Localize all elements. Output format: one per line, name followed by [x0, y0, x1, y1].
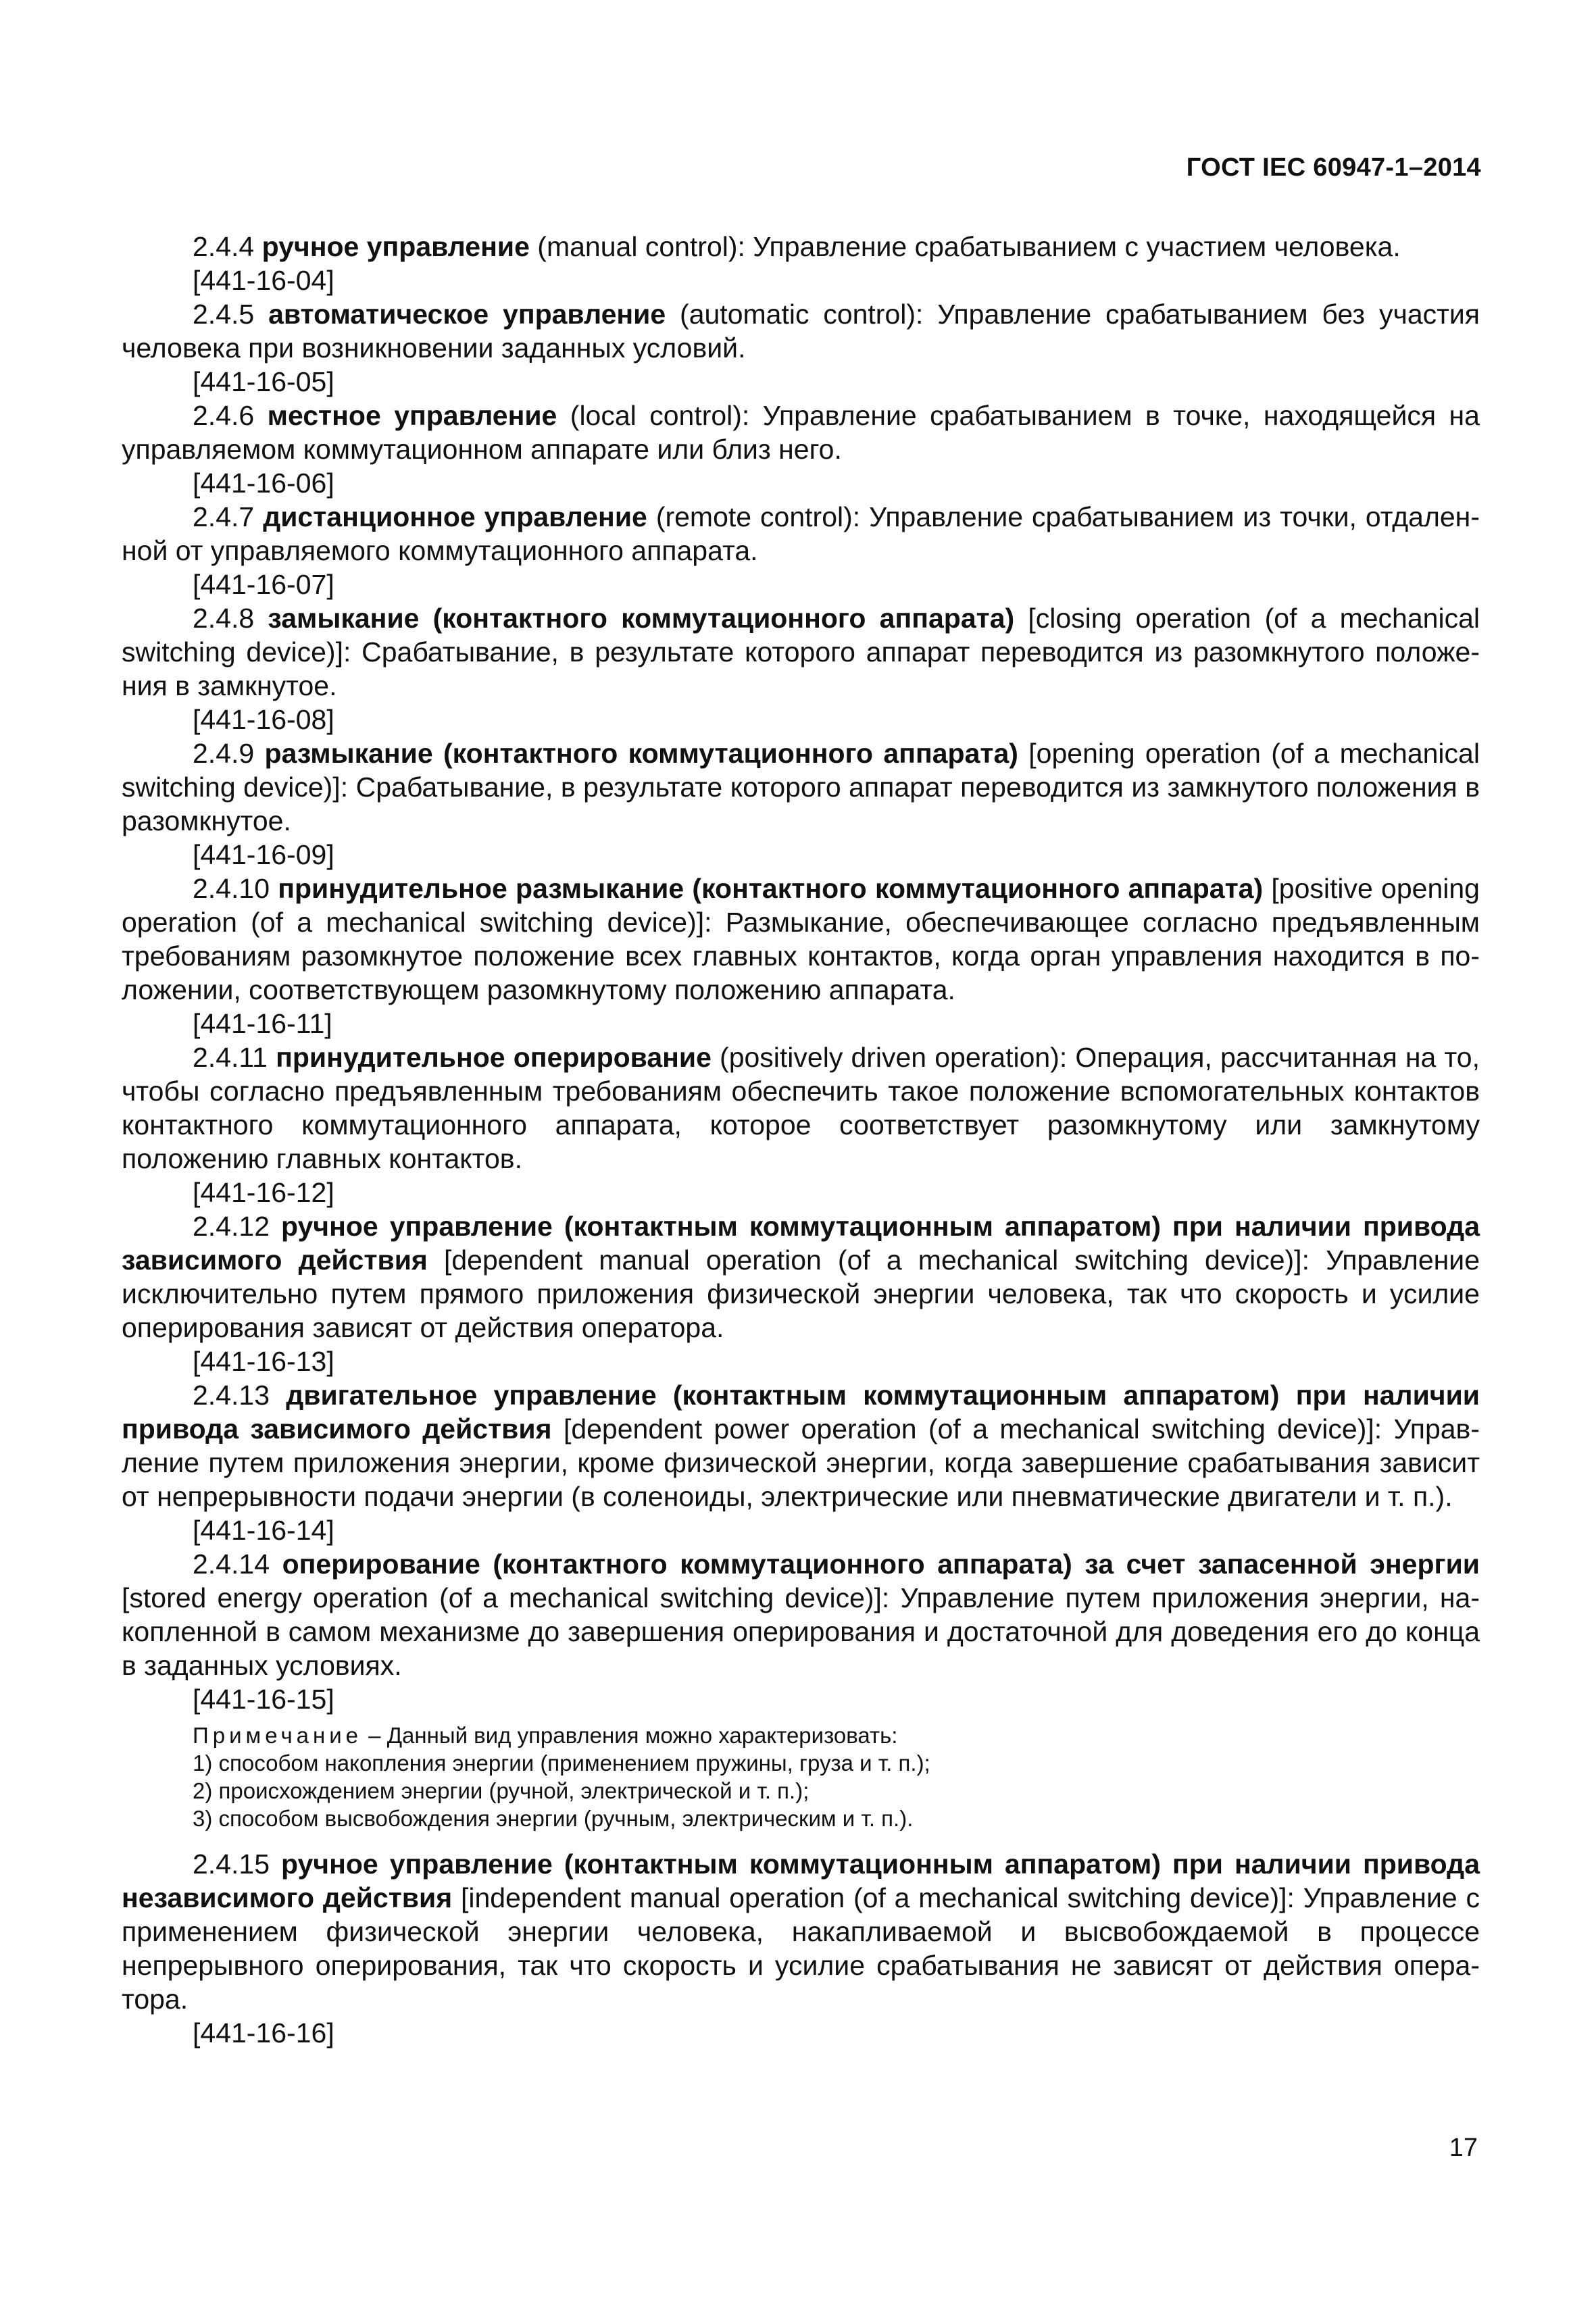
term-entry — [122, 872, 1480, 1007]
note-item: 3) способом высвобождения энергии (ручным, электрическим и т. п.). — [193, 1806, 914, 1831]
document-body — [122, 230, 1480, 2050]
term-name: ручное управление — [261, 231, 530, 262]
term-name: принудительное оперирование — [276, 1042, 712, 1073]
term-number: 2.4.14 — [193, 1549, 270, 1580]
term-definition: [dependent power operation (of a mechanical switching device)]: Управление путем приложения энергии, кроме физической энергии, когда завершение срабатывания зависит от непрерывности подачи энергии (в соленоиды, электрические или пневматические двигатели и т. п.). — [122, 1413, 1480, 1512]
term-reference: [441-16-16] — [193, 2017, 334, 2048]
note-item: 2) происхождением энергии (ручной, электрической и т. п.); — [193, 1778, 809, 1803]
term-name: принудительное размыкание (контактного коммутационного аппарата) — [278, 873, 1264, 904]
term-entry — [122, 297, 1480, 365]
term-number: 2.4.8 — [193, 603, 255, 634]
term-reference: [441-16-09] — [193, 839, 334, 870]
term-definition: (automatic control): Управление срабатыванием без участия человека при возникновении заданных условий. — [122, 299, 1480, 363]
term-name: размыкание (контактного коммутационного аппарата) — [264, 738, 1018, 769]
term-list — [122, 230, 1480, 2050]
term-name: дистанционное управление — [263, 501, 647, 532]
term-definition: [closing operation (of a mechanical switching device)]: Срабатывание, в результате которого аппарат переводится из разомкнутого положения в замкнутое. — [122, 603, 1480, 701]
term-number: 2.4.12 — [193, 1211, 270, 1242]
term-reference: [441-16-07] — [193, 569, 334, 600]
term-reference: [441-16-04] — [193, 265, 334, 296]
term-reference: [441-16-08] — [193, 704, 334, 735]
page-number: 17 — [1449, 2134, 1478, 2162]
note-label: Примечание — [193, 1723, 363, 1748]
term-entry — [122, 601, 1480, 703]
term-reference: [441-16-11] — [193, 1008, 332, 1039]
term-entry — [122, 1547, 1480, 1682]
term-definition: (manual control): Управление срабатыванием с участием человека. — [537, 231, 1401, 262]
term-number: 2.4.10 — [193, 873, 270, 904]
term-reference: [441-16-14] — [193, 1515, 334, 1546]
term-name: ручное управление (контактным коммутационным аппаратом) при наличии привода зависимого действия — [122, 1211, 1480, 1276]
term-name: ручное управление (контактным коммутационным аппаратом) при наличии привода независимого действия — [122, 1848, 1480, 1913]
note-intro-line — [193, 1721, 1480, 1749]
term-number: 2.4.13 — [193, 1380, 270, 1411]
term-definition: [positive opening operation (of a mechanical switching device)]: Размыкание, обеспечивающее согласно предъявленным требованиям разомкнутое положение всех главных контактов, когда орган управления находится в положении, соответствующем разомкнутому положению аппарата. — [122, 873, 1480, 1005]
note-item: 1) способом накопления энергии (применением пружины, груза и т. п.); — [193, 1751, 930, 1776]
term-entry — [122, 500, 1480, 568]
term-reference: [441-16-12] — [193, 1177, 334, 1208]
term-reference: [441-16-05] — [193, 366, 334, 397]
term-entry — [122, 399, 1480, 466]
term-name: замыкание (контактного коммутационного аппарата) — [268, 603, 1015, 634]
term-definition: [stored energy operation (of a mechanical switching device)]: Управление путем приложения энергии, накопленной в самом механизме до завершения оперирования и достаточной для доведения его до конца в заданных условиях. — [122, 1582, 1480, 1681]
term-name: автоматическое управление — [268, 299, 666, 330]
term-reference: [441-16-15] — [193, 1684, 334, 1715]
term-entry — [122, 736, 1480, 838]
term-number: 2.4.4 — [193, 231, 255, 262]
term-number: 2.4.11 — [193, 1042, 268, 1073]
term-reference: [441-16-13] — [193, 1346, 334, 1377]
term-entry — [122, 1040, 1480, 1176]
term-number: 2.4.9 — [193, 738, 255, 769]
note-intro: – Данный вид управления можно характеризовать: — [362, 1723, 898, 1748]
term-definition: (positively driven operation): Операция, рассчитанная на то, чтобы согласно предъявленным требованиям обеспечить такое положение вспомогательных контактов контактного коммутационного аппарата, которое соответствует разомкнутому или замкнутому положению главных контактов. — [122, 1042, 1480, 1174]
term-number: 2.4.6 — [193, 400, 255, 431]
term-number: 2.4.15 — [193, 1848, 270, 1880]
term-entry — [122, 1378, 1480, 1513]
term-definition: (remote control): Управление срабатыванием из точки, отдаленной от управляемого коммутационного аппарата. — [122, 501, 1480, 566]
term-name: местное управление — [267, 400, 557, 431]
note-block — [193, 1721, 1480, 1832]
term-entry — [122, 230, 1480, 263]
term-entry — [122, 1847, 1480, 2016]
term-definition: (local control): Управление срабатыванием в точке, находящейся на управляемом коммутационном аппарате или близ него. — [122, 400, 1480, 465]
term-entry — [122, 1209, 1480, 1344]
term-definition: [opening operation (of a mechanical switching device)]: Срабатывание, в результате которого аппарат переводится из замкнутого положения в разомкнутое. — [122, 738, 1480, 836]
term-definition: [dependent manual operation (of a mechanical switching device)]: Управление исключительно путем прямого приложения физической энергии человека, так что скорость и усилие оперирования зависят от действия оператора. — [122, 1244, 1480, 1343]
term-reference: [441-16-06] — [193, 468, 334, 499]
page-header-standard: ГОСТ IEC 60947-1–2014 — [1186, 153, 1481, 182]
term-name: оперирование (контактного коммутационного аппарата) за счет запасенной энергии — [282, 1549, 1480, 1580]
term-number: 2.4.7 — [193, 501, 255, 532]
term-number: 2.4.5 — [193, 299, 255, 330]
term-name: двигательное управление (контактным коммутационным аппаратом) при наличии привода зависимого действия — [122, 1380, 1480, 1444]
term-definition: [independent manual operation (of a mechanical switching device)]: Управление с применением физической энергии человека, накапливаемой и высвобождаемой в процессе непрерывного оперирования, так что скорость и усилие срабатывания не зависят от действия оператора. — [122, 1882, 1480, 2015]
